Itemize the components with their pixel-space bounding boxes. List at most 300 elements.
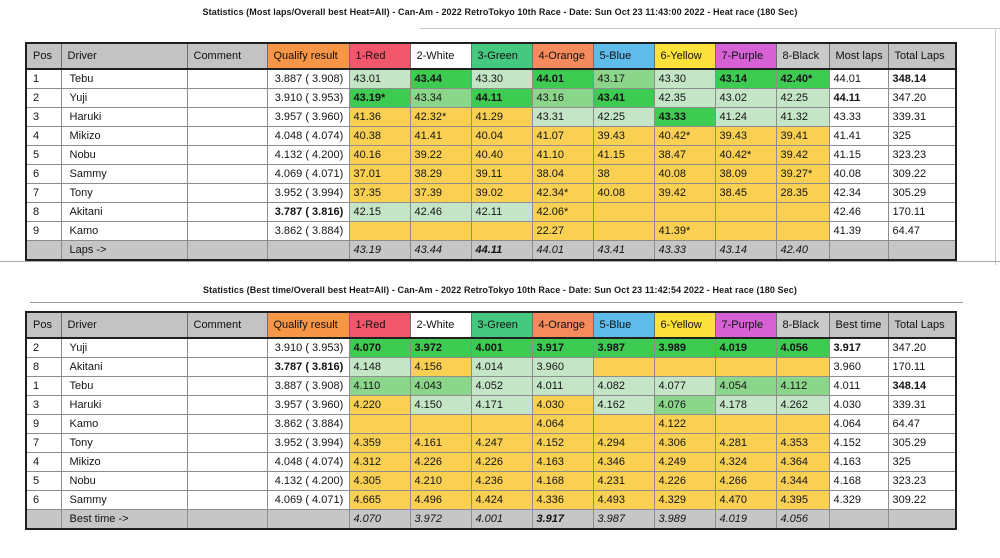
cell-qualify: 3.957 ( 3.960)	[267, 396, 349, 415]
cell-qualify: 3.787 ( 3.816)	[267, 203, 349, 222]
cell-heat-time: 42.25	[593, 108, 654, 127]
cell-heat-time: 40.42*	[715, 146, 776, 165]
summary-value: 43.41	[593, 241, 654, 261]
cell-pos: 6	[26, 165, 61, 184]
cell-result: 3.917	[829, 338, 888, 358]
lane-header: 5-Blue	[593, 312, 654, 338]
cell-heat-time: 41.15	[593, 146, 654, 165]
cell-heat-time: 41.36	[349, 108, 410, 127]
cell-driver: Akitani	[61, 358, 187, 377]
cell-result: 44.11	[829, 89, 888, 108]
driver-row	[26, 491, 956, 510]
summary-value: 43.14	[715, 241, 776, 261]
cell-comment	[187, 396, 267, 415]
cell-pos: 7	[26, 434, 61, 453]
lane-header: 1-Red	[349, 312, 410, 338]
cell-pos: 1	[26, 69, 61, 89]
col-header: Pos	[26, 312, 61, 338]
cell-driver: Tony	[61, 184, 187, 203]
cell-heat-time: 4.030	[532, 396, 593, 415]
cell-pos: 9	[26, 415, 61, 434]
cell-qualify: 3.957 ( 3.960)	[267, 108, 349, 127]
col-header: Comment	[187, 312, 267, 338]
lane-header: 4-Orange	[532, 43, 593, 69]
summary-value: 42.40	[776, 241, 829, 261]
cell-heat-time: 4.019	[715, 338, 776, 358]
summary-label: Best time ->	[61, 510, 187, 530]
lane-header: 8-Black	[776, 312, 829, 338]
cell-heat-time: 4.210	[410, 472, 471, 491]
cell-heat-time: 4.306	[654, 434, 715, 453]
cell-heat-time: 44.11	[471, 89, 532, 108]
report-title-most-laps: Statistics (Most laps/Overall best Heat=All) - Can-Am - 2022 RetroTokyo 10th Race - Date: Sun Oct 23 11:43:00 2022 - Heat race (180 Sec)	[202, 7, 798, 17]
lane-header: 3-Green	[471, 312, 532, 338]
col-header: Qualify result	[267, 312, 349, 338]
cell-heat-time: 4.082	[593, 377, 654, 396]
cell-qualify: 4.048 ( 4.074)	[267, 453, 349, 472]
cell-driver: Tony	[61, 434, 187, 453]
cell-heat-time	[593, 203, 654, 222]
cell-pos: 3	[26, 108, 61, 127]
page-divider-line	[0, 261, 1000, 262]
cell-heat-time: 43.14	[715, 69, 776, 89]
cell-heat-time: 43.33	[654, 108, 715, 127]
cell-heat-time: 4.161	[410, 434, 471, 453]
cell-comment	[187, 89, 267, 108]
summary-label: Laps ->	[61, 241, 187, 261]
cell-pos	[26, 241, 61, 261]
cell-heat-time: 4.148	[349, 358, 410, 377]
col-header: Comment	[187, 43, 267, 69]
cell-driver: Haruki	[61, 396, 187, 415]
cell-heat-time: 4.076	[654, 396, 715, 415]
cell-heat-time: 4.305	[349, 472, 410, 491]
cell-heat-time: 4.249	[654, 453, 715, 472]
cell-heat-time: 38.47	[654, 146, 715, 165]
cell-heat-time: 38	[593, 165, 654, 184]
col-header: Pos	[26, 43, 61, 69]
cell-driver: Sammy	[61, 491, 187, 510]
driver-row	[26, 203, 956, 222]
cell-qualify: 4.069 ( 4.071)	[267, 165, 349, 184]
cell-total-laps: 348.14	[888, 69, 956, 89]
cell-heat-time: 39.42	[654, 184, 715, 203]
cell-total-laps: 339.31	[888, 396, 956, 415]
cell-qualify: 4.069 ( 4.071)	[267, 491, 349, 510]
scan-artifact-line	[420, 28, 1000, 29]
cell-total-laps: 170.11	[888, 203, 956, 222]
summary-value: 43.33	[654, 241, 715, 261]
driver-row	[26, 453, 956, 472]
summary-value: 4.019	[715, 510, 776, 530]
cell-comment	[187, 203, 267, 222]
cell-heat-time: 4.056	[776, 338, 829, 358]
cell-pos: 6	[26, 491, 61, 510]
cell-driver: Sammy	[61, 165, 187, 184]
best-time-table	[25, 311, 957, 530]
cell-pos: 4	[26, 127, 61, 146]
cell-pos: 7	[26, 184, 61, 203]
cell-qualify: 3.952 ( 3.994)	[267, 434, 349, 453]
cell-heat-time: 39.43	[593, 127, 654, 146]
col-header: Driver	[61, 312, 187, 338]
cell-heat-time	[654, 203, 715, 222]
cell-heat-time: 40.16	[349, 146, 410, 165]
driver-row	[26, 184, 956, 203]
cell-driver: Kamo	[61, 222, 187, 241]
cell-heat-time: 42.06*	[532, 203, 593, 222]
cell-heat-time: 40.42*	[654, 127, 715, 146]
cell-heat-time: 39.22	[410, 146, 471, 165]
cell-heat-time	[715, 358, 776, 377]
cell-heat-time: 43.17	[593, 69, 654, 89]
cell-result: 43.33	[829, 108, 888, 127]
cell-comment	[187, 127, 267, 146]
cell-total-laps: 305.29	[888, 434, 956, 453]
cell-heat-time: 39.41	[776, 127, 829, 146]
cell-result: 41.41	[829, 127, 888, 146]
cell-heat-time: 4.236	[471, 472, 532, 491]
cell-heat-time: 42.34*	[532, 184, 593, 203]
cell-total-laps: 348.14	[888, 377, 956, 396]
cell-comment	[187, 146, 267, 165]
cell-qualify	[267, 510, 349, 530]
summary-value: 44.11	[471, 241, 532, 261]
cell-pos	[26, 510, 61, 530]
cell-qualify: 3.887 ( 3.908)	[267, 69, 349, 89]
cell-heat-time: 43.30	[654, 69, 715, 89]
cell-heat-time: 4.344	[776, 472, 829, 491]
cell-heat-time	[654, 358, 715, 377]
lane-header: 6-Yellow	[654, 312, 715, 338]
cell-heat-time: 43.02	[715, 89, 776, 108]
cell-heat-time	[715, 415, 776, 434]
summary-value: 3.987	[593, 510, 654, 530]
summary-value: 4.056	[776, 510, 829, 530]
driver-row	[26, 358, 956, 377]
cell-heat-time: 4.336	[532, 491, 593, 510]
summary-value: 3.917	[532, 510, 593, 530]
cell-heat-time: 4.014	[471, 358, 532, 377]
cell-qualify: 4.132 ( 4.200)	[267, 146, 349, 165]
cell-heat-time: 38.09	[715, 165, 776, 184]
cell-heat-time: 4.178	[715, 396, 776, 415]
cell-heat-time: 4.493	[593, 491, 654, 510]
cell-result: 41.15	[829, 146, 888, 165]
cell-comment	[187, 108, 267, 127]
cell-total-laps: 305.29	[888, 184, 956, 203]
cell-heat-time: 40.08	[593, 184, 654, 203]
cell-driver: Tebu	[61, 377, 187, 396]
cell-heat-time: 42.46	[410, 203, 471, 222]
cell-pos: 3	[26, 396, 61, 415]
cell-heat-time: 38.29	[410, 165, 471, 184]
cell-heat-time: 4.011	[532, 377, 593, 396]
col-header: Qualify result	[267, 43, 349, 69]
driver-row	[26, 69, 956, 89]
header-row	[26, 43, 956, 69]
cell-result: 4.152	[829, 434, 888, 453]
cell-heat-time: 4.054	[715, 377, 776, 396]
cell-comment	[187, 491, 267, 510]
cell-heat-time: 41.39*	[654, 222, 715, 241]
driver-row	[26, 377, 956, 396]
lane-header: 6-Yellow	[654, 43, 715, 69]
cell-heat-time: 4.470	[715, 491, 776, 510]
cell-qualify	[267, 241, 349, 261]
cell-heat-time: 38.45	[715, 184, 776, 203]
cell-qualify: 3.787 ( 3.816)	[267, 358, 349, 377]
cell-heat-time	[776, 358, 829, 377]
driver-row	[26, 415, 956, 434]
cell-heat-time: 40.04	[471, 127, 532, 146]
cell-comment	[187, 222, 267, 241]
cell-heat-time: 4.163	[532, 453, 593, 472]
cell-heat-time: 43.41	[593, 89, 654, 108]
cell-heat-time	[593, 222, 654, 241]
lane-header: 8-Black	[776, 43, 829, 69]
lane-header: 1-Red	[349, 43, 410, 69]
cell-heat-time: 38.04	[532, 165, 593, 184]
cell-pos: 5	[26, 146, 61, 165]
cell-driver: Akitani	[61, 203, 187, 222]
cell-comment	[187, 472, 267, 491]
col-header: Total Laps	[888, 312, 956, 338]
cell-heat-time: 4.665	[349, 491, 410, 510]
cell-comment	[187, 241, 267, 261]
cell-result: 41.39	[829, 222, 888, 241]
cell-heat-time: 39.27*	[776, 165, 829, 184]
cell-heat-time: 4.043	[410, 377, 471, 396]
cell-heat-time: 39.43	[715, 127, 776, 146]
cell-heat-time: 41.29	[471, 108, 532, 127]
cell-qualify: 3.910 ( 3.953)	[267, 89, 349, 108]
cell-heat-time: 43.44	[410, 69, 471, 89]
report-title-best-time: Statistics (Best time/Overall best Heat=All) - Can-Am - 2022 RetroTokyo 10th Race - Date: Sun Oct 23 11:42:54 2022 - Heat race (180 Sec)	[203, 285, 797, 295]
cell-heat-time: 37.01	[349, 165, 410, 184]
cell-driver: Mikizo	[61, 127, 187, 146]
cell-total-laps	[888, 241, 956, 261]
driver-row	[26, 396, 956, 415]
cell-heat-time: 41.07	[532, 127, 593, 146]
lane-header: 7-Purple	[715, 43, 776, 69]
driver-row	[26, 108, 956, 127]
summary-value: 4.070	[349, 510, 410, 530]
cell-heat-time	[593, 358, 654, 377]
cell-heat-time: 40.38	[349, 127, 410, 146]
cell-heat-time	[471, 415, 532, 434]
cell-heat-time: 4.162	[593, 396, 654, 415]
cell-comment	[187, 510, 267, 530]
cell-result: 3.960	[829, 358, 888, 377]
cell-driver: Kamo	[61, 415, 187, 434]
cell-comment	[187, 69, 267, 89]
cell-heat-time	[349, 415, 410, 434]
driver-row	[26, 165, 956, 184]
cell-heat-time: 39.11	[471, 165, 532, 184]
cell-total-laps: 325	[888, 453, 956, 472]
cell-result: 4.163	[829, 453, 888, 472]
lane-header: 5-Blue	[593, 43, 654, 69]
cell-total-laps: 309.22	[888, 491, 956, 510]
cell-comment	[187, 184, 267, 203]
cell-comment	[187, 165, 267, 184]
cell-comment	[187, 453, 267, 472]
summary-value: 4.001	[471, 510, 532, 530]
summary-value: 44.01	[532, 241, 593, 261]
cell-heat-time: 44.01	[532, 69, 593, 89]
cell-heat-time: 4.150	[410, 396, 471, 415]
cell-heat-time: 42.25	[776, 89, 829, 108]
cell-driver: Mikizo	[61, 453, 187, 472]
cell-result: 42.34	[829, 184, 888, 203]
summary-value: 43.44	[410, 241, 471, 261]
cell-comment	[187, 377, 267, 396]
most-laps-table	[25, 42, 957, 261]
cell-heat-time: 4.231	[593, 472, 654, 491]
cell-heat-time: 43.31	[532, 108, 593, 127]
cell-heat-time: 4.171	[471, 396, 532, 415]
cell-heat-time: 43.16	[532, 89, 593, 108]
cell-result: 4.030	[829, 396, 888, 415]
cell-total-laps: 64.47	[888, 222, 956, 241]
cell-heat-time	[410, 415, 471, 434]
cell-result	[829, 510, 888, 530]
cell-qualify: 3.910 ( 3.953)	[267, 338, 349, 358]
cell-result: 4.064	[829, 415, 888, 434]
cell-heat-time: 4.077	[654, 377, 715, 396]
cell-total-laps: 323.23	[888, 472, 956, 491]
driver-row	[26, 338, 956, 358]
cell-heat-time: 4.353	[776, 434, 829, 453]
scan-artifact-line	[995, 30, 996, 265]
cell-heat-time: 43.01	[349, 69, 410, 89]
cell-driver: Yuji	[61, 89, 187, 108]
cell-heat-time: 4.281	[715, 434, 776, 453]
cell-heat-time: 4.168	[532, 472, 593, 491]
header-row	[26, 312, 956, 338]
cell-heat-time: 4.329	[654, 491, 715, 510]
cell-heat-time: 37.35	[349, 184, 410, 203]
cell-pos: 2	[26, 338, 61, 358]
cell-heat-time: 4.294	[593, 434, 654, 453]
summary-row	[26, 510, 956, 530]
cell-heat-time: 42.11	[471, 203, 532, 222]
cell-pos: 4	[26, 453, 61, 472]
cell-heat-time: 41.41	[410, 127, 471, 146]
driver-row	[26, 89, 956, 108]
cell-heat-time: 4.052	[471, 377, 532, 396]
cell-driver: Yuji	[61, 338, 187, 358]
cell-heat-time: 4.346	[593, 453, 654, 472]
col-header: Most laps	[829, 43, 888, 69]
summary-value: 3.972	[410, 510, 471, 530]
cell-heat-time: 4.262	[776, 396, 829, 415]
driver-row	[26, 222, 956, 241]
col-header: Best time	[829, 312, 888, 338]
cell-driver: Nobu	[61, 472, 187, 491]
cell-qualify: 3.862 ( 3.884)	[267, 222, 349, 241]
cell-heat-time: 4.001	[471, 338, 532, 358]
cell-heat-time: 3.972	[410, 338, 471, 358]
cell-heat-time: 42.40*	[776, 69, 829, 89]
driver-row	[26, 472, 956, 491]
cell-heat-time: 4.226	[654, 472, 715, 491]
cell-heat-time: 43.19*	[349, 89, 410, 108]
cell-qualify: 3.952 ( 3.994)	[267, 184, 349, 203]
title-underline	[30, 302, 963, 303]
cell-pos: 2	[26, 89, 61, 108]
driver-row	[26, 434, 956, 453]
cell-total-laps: 347.20	[888, 89, 956, 108]
cell-heat-time: 4.110	[349, 377, 410, 396]
cell-heat-time: 40.40	[471, 146, 532, 165]
cell-total-laps: 170.11	[888, 358, 956, 377]
summary-value: 43.19	[349, 241, 410, 261]
cell-qualify: 3.887 ( 3.908)	[267, 377, 349, 396]
cell-heat-time: 3.960	[532, 358, 593, 377]
cell-heat-time	[776, 222, 829, 241]
col-header: Driver	[61, 43, 187, 69]
cell-qualify: 4.132 ( 4.200)	[267, 472, 349, 491]
cell-total-laps: 323.23	[888, 146, 956, 165]
cell-heat-time	[593, 415, 654, 434]
cell-heat-time: 4.220	[349, 396, 410, 415]
cell-heat-time	[410, 222, 471, 241]
cell-heat-time: 41.32	[776, 108, 829, 127]
cell-heat-time: 42.32*	[410, 108, 471, 127]
cell-heat-time: 4.324	[715, 453, 776, 472]
cell-result: 40.08	[829, 165, 888, 184]
cell-heat-time: 39.42	[776, 146, 829, 165]
lane-header: 2-White	[410, 312, 471, 338]
cell-heat-time: 4.359	[349, 434, 410, 453]
col-header: Total Laps	[888, 43, 956, 69]
cell-heat-time: 4.266	[715, 472, 776, 491]
cell-heat-time	[776, 203, 829, 222]
cell-heat-time: 4.156	[410, 358, 471, 377]
cell-heat-time: 22.27	[532, 222, 593, 241]
cell-heat-time: 4.364	[776, 453, 829, 472]
cell-heat-time	[776, 415, 829, 434]
cell-heat-time: 4.226	[471, 453, 532, 472]
cell-heat-time: 4.112	[776, 377, 829, 396]
driver-row	[26, 146, 956, 165]
cell-heat-time: 43.30	[471, 69, 532, 89]
cell-heat-time: 4.395	[776, 491, 829, 510]
cell-total-laps: 309.22	[888, 165, 956, 184]
cell-heat-time	[349, 222, 410, 241]
cell-heat-time	[715, 222, 776, 241]
lane-header: 2-White	[410, 43, 471, 69]
cell-heat-time: 3.989	[654, 338, 715, 358]
cell-pos: 9	[26, 222, 61, 241]
cell-heat-time	[471, 222, 532, 241]
cell-driver: Haruki	[61, 108, 187, 127]
cell-heat-time: 4.496	[410, 491, 471, 510]
cell-pos: 8	[26, 358, 61, 377]
cell-result: 42.46	[829, 203, 888, 222]
cell-pos: 8	[26, 203, 61, 222]
cell-heat-time: 42.15	[349, 203, 410, 222]
cell-heat-time: 4.152	[532, 434, 593, 453]
cell-result: 4.168	[829, 472, 888, 491]
cell-heat-time: 4.122	[654, 415, 715, 434]
cell-heat-time: 28.35	[776, 184, 829, 203]
cell-heat-time: 4.424	[471, 491, 532, 510]
cell-heat-time: 41.24	[715, 108, 776, 127]
cell-comment	[187, 338, 267, 358]
